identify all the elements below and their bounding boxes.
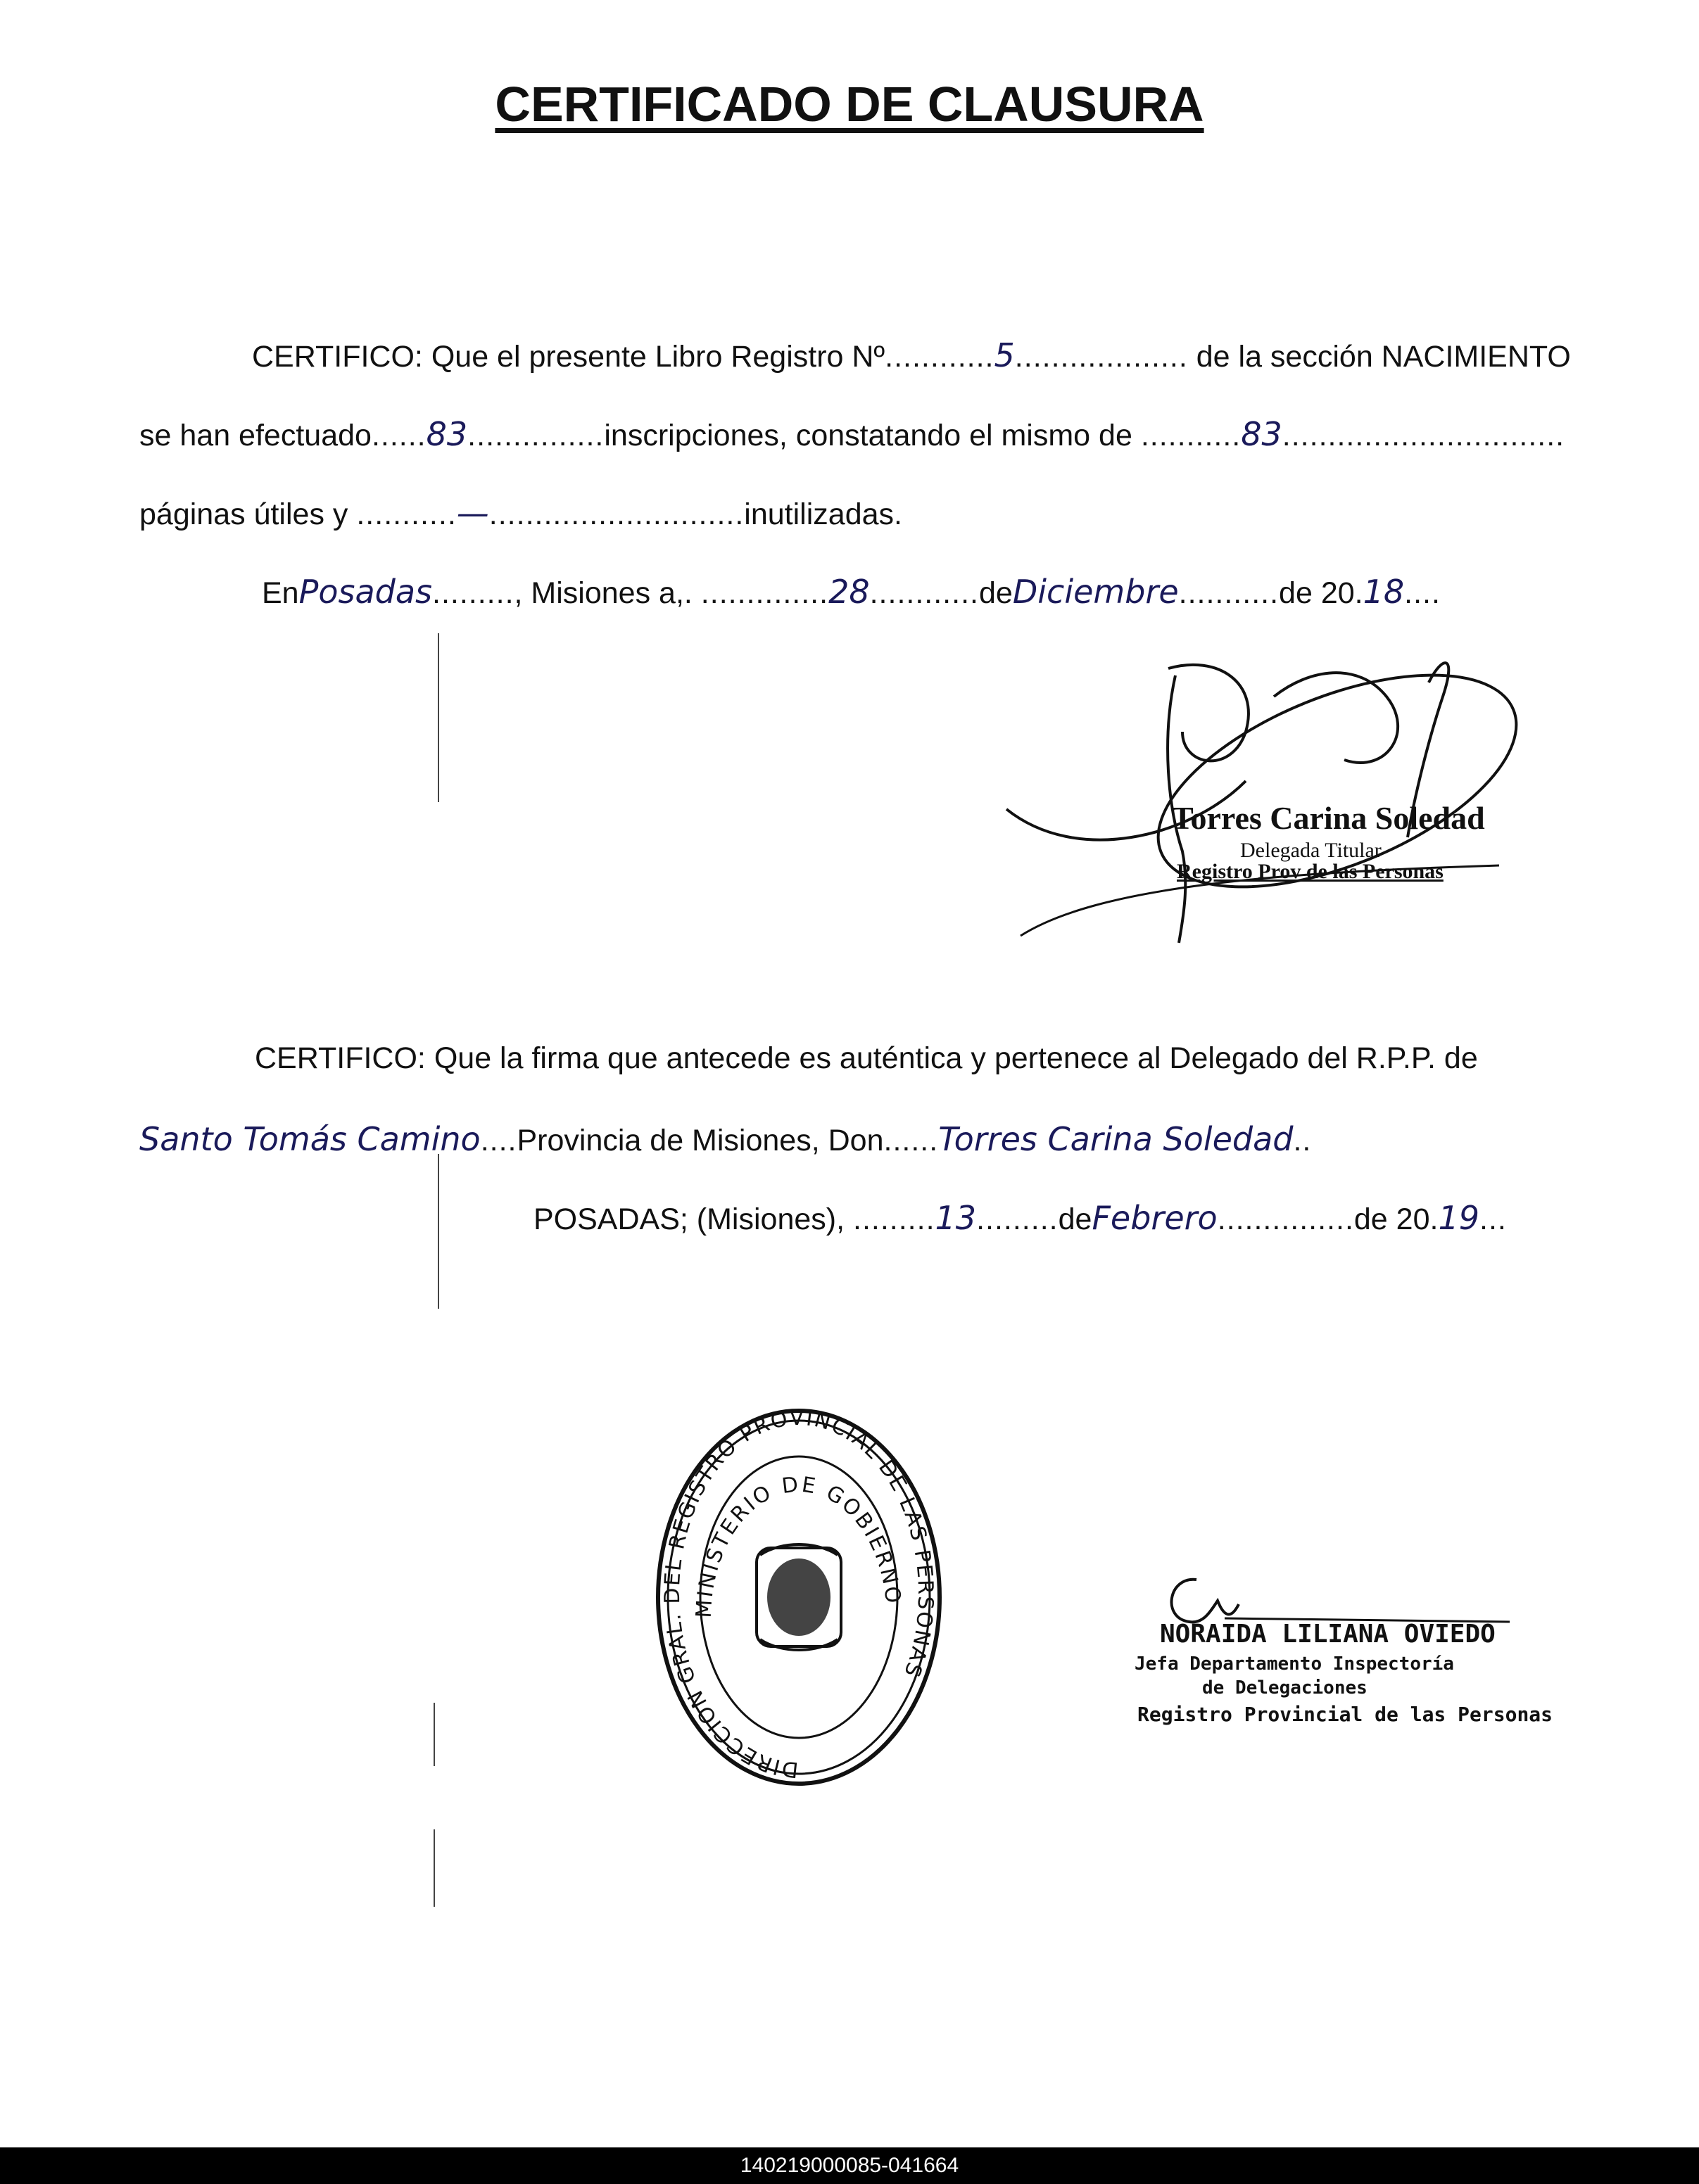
anio2-handwritten: 19 [1438, 1199, 1479, 1237]
cert1-line1: CERTIFICO: Que el presente Libro Registro Nº............5................... de la sección NACIMIENTO [252, 336, 1571, 374]
margin-mark [434, 1829, 435, 1907]
seal-inner-text: MINISTERIO DE GOBIERNO [691, 1472, 906, 1619]
signature2-org: Registro Provincial de las Personas [1137, 1703, 1553, 1726]
signature1-role: Delegada Titular [1240, 839, 1382, 862]
don-nombre-handwritten: Torres Carina Soledad [938, 1120, 1294, 1158]
dia2-handwritten: 13 [935, 1199, 977, 1237]
cert1-line4: EnPosadas........., Misiones a,. ..............28............deDiciembre...........de 20.18.... [262, 573, 1441, 611]
lugar-handwritten: Posadas [298, 573, 432, 611]
mes-handwritten: Diciembre [1012, 573, 1179, 611]
cert2-line2: Santo Tomás Camino....Provincia de Misiones, Don......Torres Carina Soledad.. [139, 1120, 1312, 1158]
cert1-line3: páginas útiles y ...........—............................inutilizadas. [139, 494, 902, 532]
localidad-handwritten: Santo Tomás Camino [139, 1120, 481, 1158]
cert1-line2: se han efectuado......83...............inscripciones, constatando el mismo de ...........83............................... [139, 415, 1565, 453]
dia-handwritten: 28 [828, 573, 870, 611]
inscripciones-count: 83 [426, 415, 468, 453]
paginas-count: 83 [1241, 415, 1282, 453]
document-id-footer: 140219000085-041664 [0, 2147, 1699, 2184]
margin-mark [434, 1703, 435, 1766]
margin-mark [438, 633, 439, 802]
mes2-handwritten: Febrero [1092, 1199, 1218, 1237]
inutilizadas-value: — [456, 494, 489, 532]
document-title: CERTIFICADO DE CLAUSURA [495, 77, 1204, 132]
signature1-org: Registro Prov de las Personas [1177, 860, 1444, 883]
cert2-line1: CERTIFICO: Que la firma que antecede es auténtica y pertenece al Delegado del R.P.P. de [255, 1041, 1478, 1075]
cert2-line3: POSADAS; (Misiones), .........13.........deFebrero...............de 20.19... [533, 1199, 1507, 1237]
signature2-role: Jefa Departamento Inspectoría [1135, 1653, 1454, 1675]
anio-handwritten: 18 [1363, 573, 1405, 611]
official-seal [655, 1407, 943, 1787]
signature2-name: NORAIDA LILIANA OVIEDO [1160, 1620, 1496, 1649]
signature2-role2: de Delegaciones [1202, 1677, 1368, 1699]
seal-outer-text: DIRECCION GRAL. DEL REGISTRO PROVINCIAL DE LAS PERSONAS [659, 1407, 938, 1782]
signature1-name: Torres Carina Soledad [1172, 800, 1485, 836]
libro-number: 5 [994, 336, 1015, 374]
coat-of-arms-icon [757, 1544, 841, 1650]
margin-mark [438, 1154, 439, 1309]
